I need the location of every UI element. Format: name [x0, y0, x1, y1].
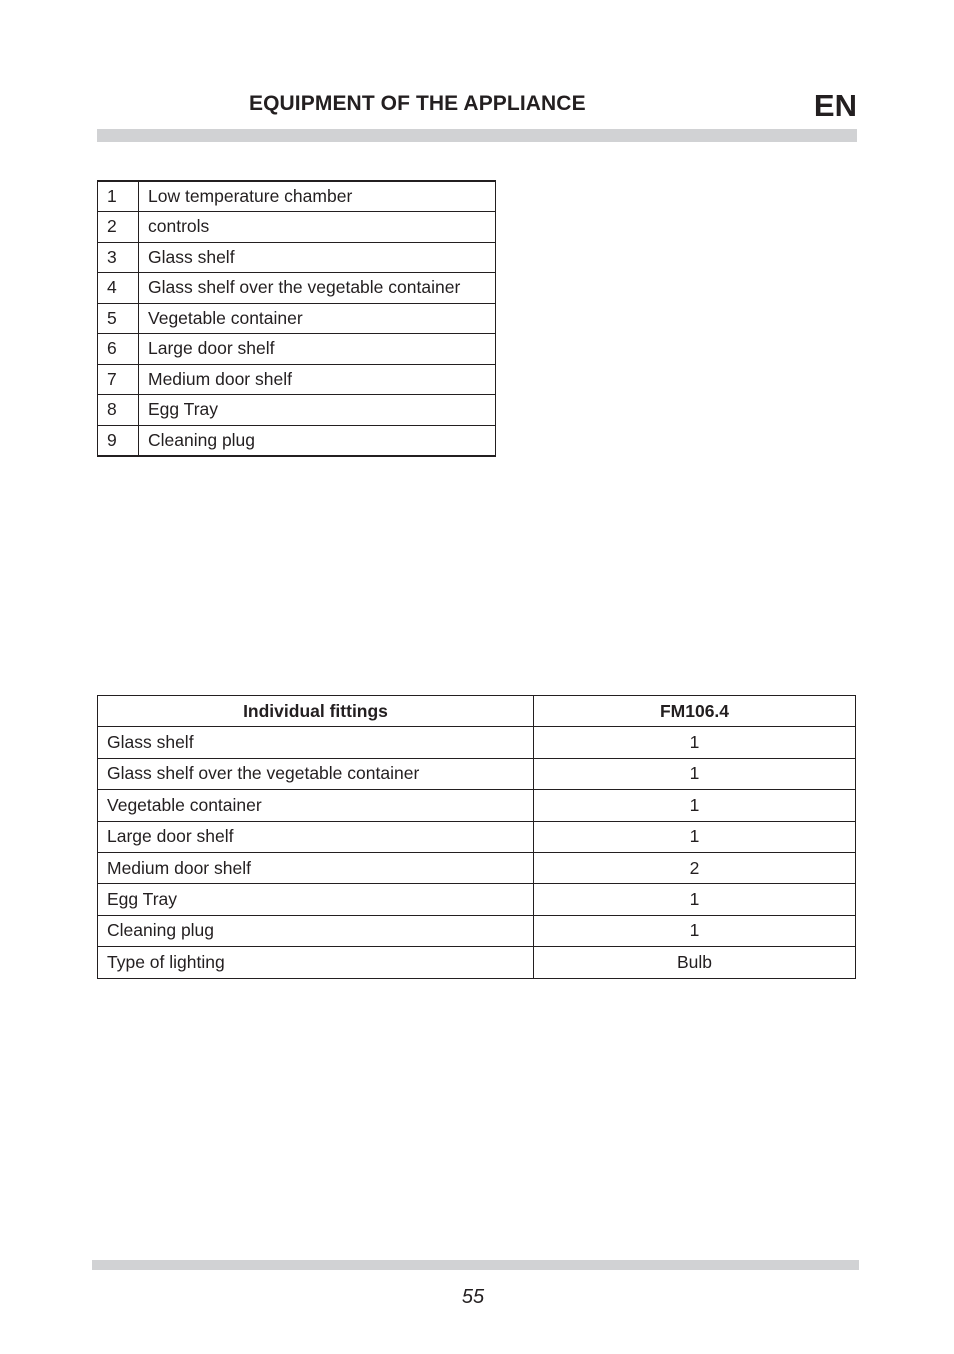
fitting-name: Medium door shelf	[98, 852, 534, 883]
legend-number: 9	[98, 425, 139, 456]
legend-label: Egg Tray	[139, 395, 496, 426]
page-number: 55	[461, 1286, 485, 1308]
legend-label: controls	[139, 212, 496, 243]
legend-label: Medium door shelf	[139, 364, 496, 395]
legend-number: 3	[98, 242, 139, 273]
language-badge: EN	[813, 88, 857, 123]
legend-number: 5	[98, 303, 139, 334]
legend-number: 1	[98, 181, 139, 212]
fitting-name: Glass shelf over the vegetable container	[98, 758, 534, 789]
legend-number: 8	[98, 395, 139, 426]
table-row	[98, 790, 856, 821]
legend-label: Cleaning plug	[139, 425, 496, 456]
fitting-value: 1	[534, 727, 856, 758]
table-row	[98, 303, 496, 334]
fitting-value: 1	[534, 915, 856, 946]
table-row	[98, 821, 856, 852]
fitting-name: Vegetable container	[98, 790, 534, 821]
fitting-name: Egg Tray	[98, 884, 534, 915]
table-row	[98, 758, 856, 789]
table-row	[98, 181, 496, 212]
table-row	[98, 273, 496, 304]
table-row	[98, 884, 856, 915]
table-row	[98, 334, 496, 365]
fitting-name: Glass shelf	[98, 727, 534, 758]
table-row	[98, 947, 856, 978]
fitting-value: 1	[534, 758, 856, 789]
fitting-name: Type of lighting	[98, 947, 534, 978]
legend-label: Low temperature chamber	[139, 181, 496, 212]
table-row	[98, 852, 856, 883]
table-header-row	[98, 696, 856, 727]
fitting-value: 2	[534, 852, 856, 883]
table-row	[98, 727, 856, 758]
fitting-value: 1	[534, 884, 856, 915]
table-row	[98, 425, 496, 456]
column-header-model: FM106.4	[534, 696, 856, 727]
individual-fittings-table	[97, 695, 856, 979]
legend-label: Vegetable container	[139, 303, 496, 334]
footer-divider-bar	[92, 1260, 859, 1270]
fitting-value: Bulb	[534, 947, 856, 978]
fitting-name: Cleaning plug	[98, 915, 534, 946]
legend-number: 2	[98, 212, 139, 243]
table-row	[98, 242, 496, 273]
table-row	[98, 212, 496, 243]
parts-legend-table	[97, 180, 496, 457]
legend-label: Large door shelf	[139, 334, 496, 365]
header-divider-bar	[97, 129, 857, 142]
legend-label: Glass shelf over the vegetable container	[139, 273, 496, 304]
legend-number: 4	[98, 273, 139, 304]
table-row	[98, 915, 856, 946]
legend-number: 7	[98, 364, 139, 395]
legend-label: Glass shelf	[139, 242, 496, 273]
fitting-name: Large door shelf	[98, 821, 534, 852]
page-title: EQUIPMENT OF THE APPLIANCE	[249, 92, 586, 115]
table-row	[98, 395, 496, 426]
table-row	[98, 364, 496, 395]
legend-number: 6	[98, 334, 139, 365]
fitting-value: 1	[534, 790, 856, 821]
column-header-fittings: Individual fittings	[98, 696, 534, 727]
fitting-value: 1	[534, 821, 856, 852]
